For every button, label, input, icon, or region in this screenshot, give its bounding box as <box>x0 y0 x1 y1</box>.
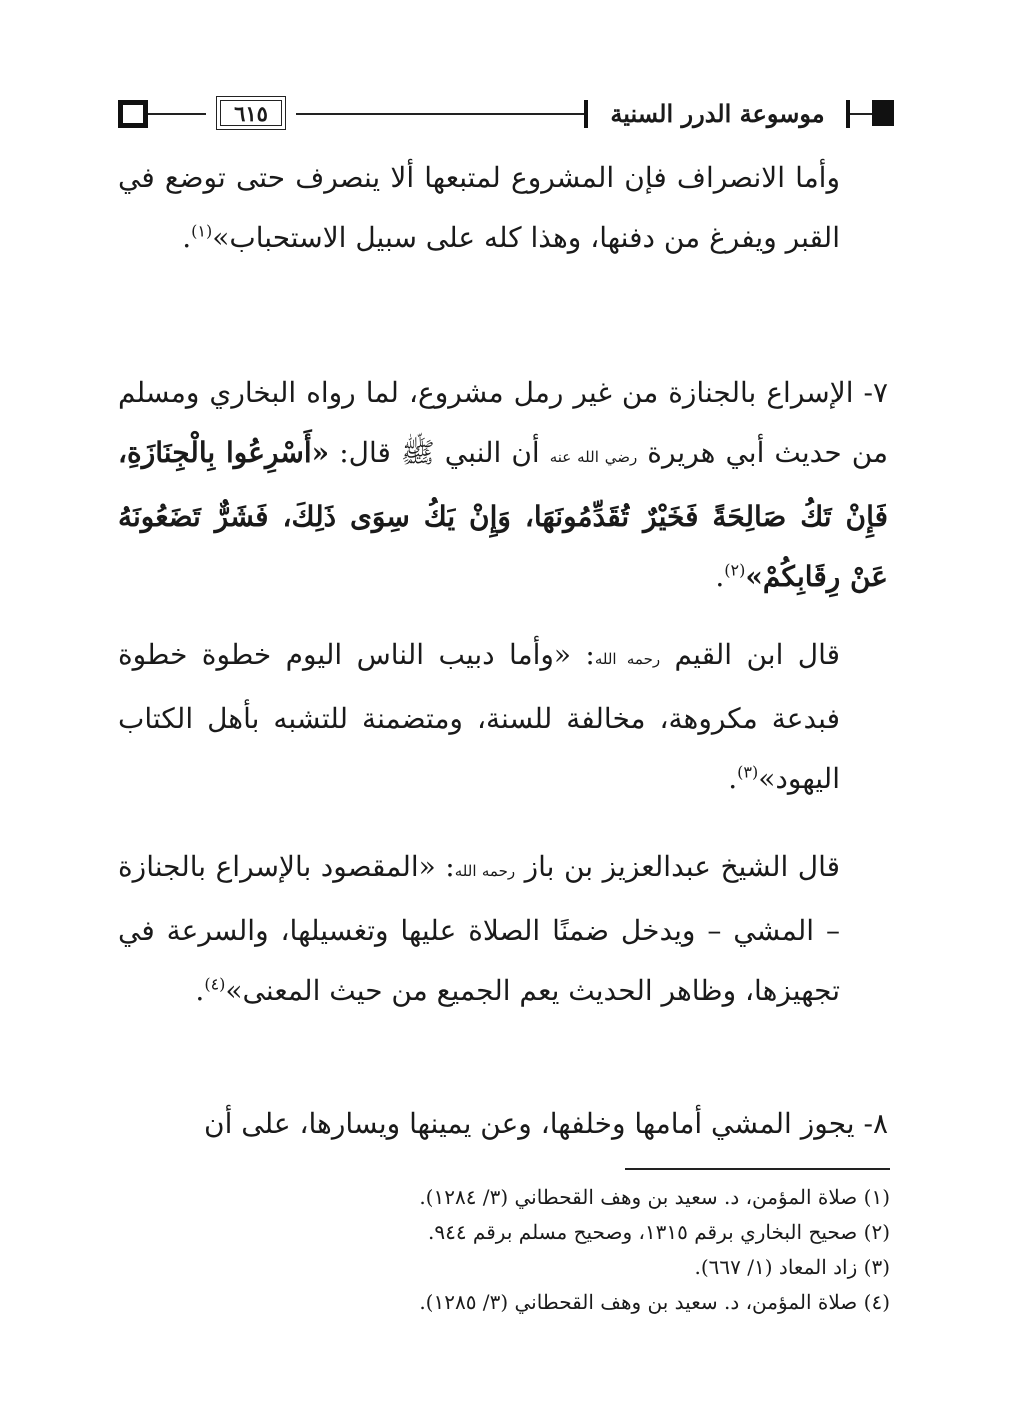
header-divider-bar <box>584 100 588 128</box>
paragraph-4-text: : «المقصود بالإسراع بالجنازة – المشي – ويدخل ضمنًا الصلاة عليها وتغسيلها، والسرعة في تجهيزها، وظاهر الحديث يعم الجميع من حيث المعنى» <box>118 850 840 1007</box>
page-number-frame <box>206 92 296 134</box>
page-header <box>118 88 893 144</box>
paragraph-3-text: : «وأما دبيب الناس اليوم خطوة خطوة فبدعة مكروهة، مخالفة للسنة، ومتضمنة للتشبه بأهل الكتاب اليهود» <box>118 638 840 795</box>
honorific-salla: ﷺ <box>400 436 435 469</box>
book-title-logo: موسوعة الدرر السنية <box>610 98 825 128</box>
paragraph-4: قال الشيخ عبدالعزيز بن باز رحمه الله: «المقصود بالإسراع بالجنازة – المشي – ويدخل ضمنًا الصلاة عليها وتغسيلها، والسرعة في تجهيزها، وظاهر الحديث يعم الجميع من حيث المعنى»$^{(٤)}$. <box>118 850 841 1007</box>
page-number: ٦١٥ <box>234 100 268 126</box>
hadith-text: «أَسْرِعُوا بِالْجِنَازَةِ، فَإِنْ تَكُ صَالِحَةً فَخَيْرٌ تُقَدِّمُونَهَا، وَإِنْ يَكُ سِوَى ذَلِكَ، فَشَرٌّ تَضَعُونَهُ عَنْ رِقَابِكُمْ» <box>118 436 888 593</box>
paragraph-5 <box>118 1094 888 1154</box>
header-rule-right <box>850 113 872 115</box>
footnotes <box>340 1180 890 1320</box>
paragraph-2: ٧- الإسراع بالجنازة من غير رمل مشروع، لما رواه البخاري ومسلم من حديث أبي هريرة رضي الله عنه أن النبي ﷺ قال: «أَسْرِعُوا بِالْجِنَازَةِ، فَإِنْ تَكُ صَالِحَةً فَخَيْرٌ تُقَدِّمُونَهَا، وَإِنْ يَكُ سِوَى ذَلِكَ، فَشَرٌّ تَضَعُونَهُ عَنْ رِقَابِكُمْ»$^{(٢)}$. <box>118 376 889 593</box>
paragraph-4-lead: قال الشيخ عبدالعزيز بن باز <box>524 850 841 883</box>
footnote-1: (١) صلاة المؤمن، د. سعيد بن وهف القحطاني (٣/ ١٢٨٤). <box>419 1185 890 1209</box>
header-rule-middle <box>296 113 586 115</box>
paragraph-5-text: ٨- يجوز المشي أمامها وخلفها، وعن يمينها ويسارها، على أن <box>204 1107 888 1140</box>
paragraph-2-lead: ٧- الإسراع بالجنازة من غير رمل مشروع، لما رواه البخاري ومسلم من حديث أبي هريرة <box>118 376 889 469</box>
honorific-rahimahullah: رحمه الله <box>594 650 661 668</box>
header-rule-left <box>148 113 206 115</box>
honorific-rahimahullah-2: رحمه الله <box>454 862 516 880</box>
header-square-right <box>872 100 894 126</box>
paragraph-3: قال ابن القيم رحمه الله: «وأما دبيب الناس اليوم خطوة خطوة فبدعة مكروهة، مخالفة للسنة، ومتضمنة للتشبه بأهل الكتاب اليهود»$^{(٣)}$. <box>118 638 840 795</box>
paragraph-2-mid: أن النبي <box>444 436 540 469</box>
footnote-ref-2: (٢) <box>724 560 746 580</box>
footnote-ref-1: (١) <box>191 221 213 241</box>
footnote-4: (٤) صلاة المؤمن، د. سعيد بن وهف القحطاني (٣/ ١٢٨٥). <box>419 1290 890 1314</box>
footnote-separator <box>625 1168 890 1170</box>
header-square-left <box>118 100 148 128</box>
paragraph-1: وأما الانصراف فإن المشروع لمتبعها ألا ينصرف حتى توضع في القبر ويفرغ من دفنها، وهذا كله على سبيل الاستحباب»$^{(١)}$. <box>118 161 840 254</box>
paragraph-2-said: قال: <box>339 436 391 469</box>
footnote-2: (٢) صحيح البخاري برقم ١٣١٥، وصحيح مسلم برقم ٩٤٤. <box>427 1220 890 1244</box>
footnote-3: (٣) زاد المعاد (١/ ٦٦٧). <box>694 1255 890 1279</box>
paragraph-3-lead: قال ابن القيم <box>674 638 840 671</box>
footnote-ref-3: (٣) <box>737 762 759 782</box>
footnote-ref-4: (٤) <box>204 974 226 994</box>
honorific-radiallahu: رضي الله عنه <box>549 448 638 466</box>
paragraph-1-text: وأما الانصراف فإن المشروع لمتبعها ألا ينصرف حتى توضع في القبر ويفرغ من دفنها، وهذا كله على سبيل الاستحباب» <box>118 161 840 254</box>
